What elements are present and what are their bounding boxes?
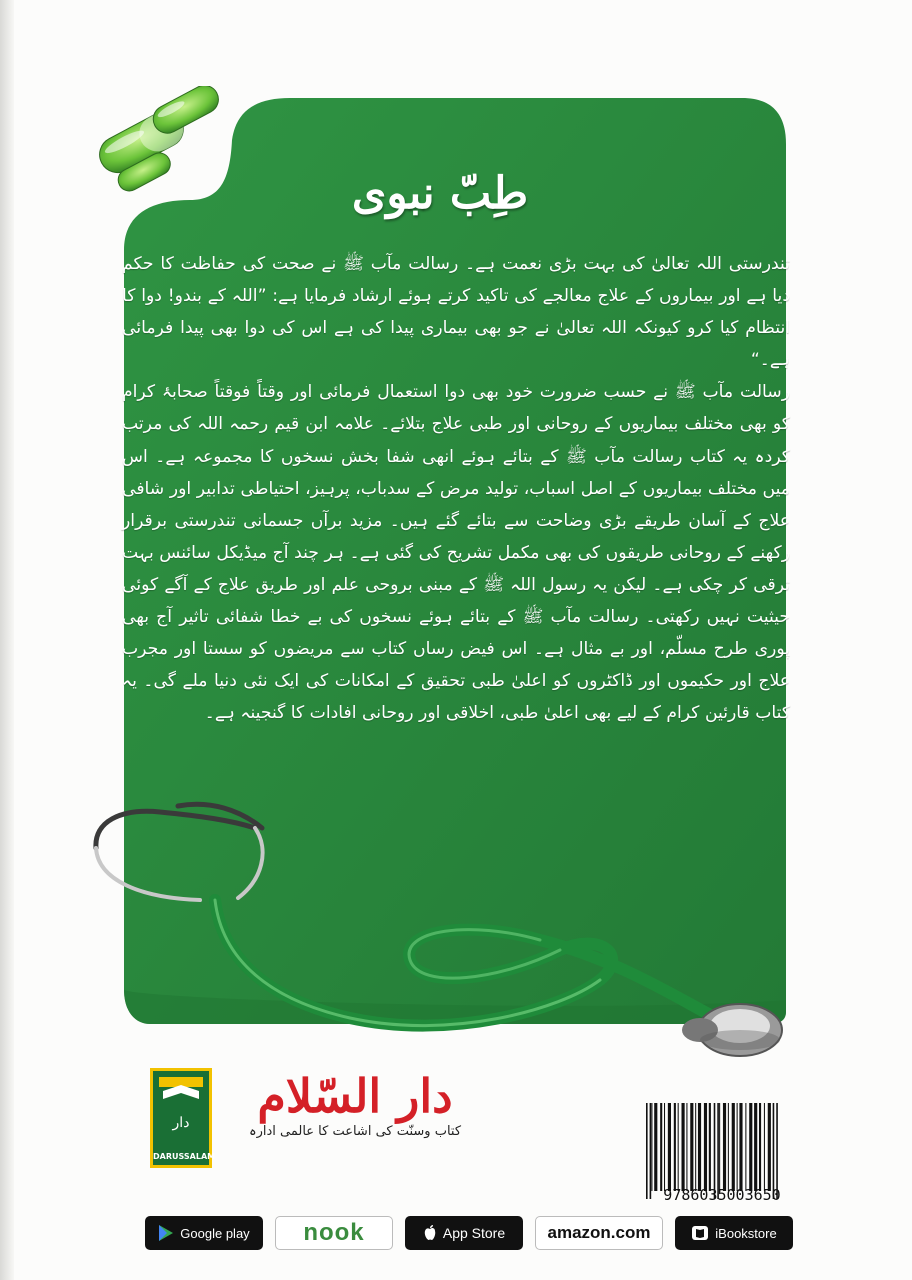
barcode-bar [654,1103,657,1191]
barcode-bar [714,1103,716,1199]
barcode-bar [745,1103,746,1191]
book-emblem-icon [153,1071,209,1141]
ibookstore-badge[interactable] [675,1216,793,1250]
barcode-bar [686,1103,687,1191]
barcode-bar [764,1103,765,1191]
barcode-bar [768,1103,771,1191]
nook-label: nook [303,1219,365,1246]
barcode-bar [651,1103,652,1191]
paragraph: تندرستی اللہ تعالیٰ کی بہت بڑی نعمت ہے۔ رسالت مآب ﷺ نے صحت کی حفاظت کا حکم دیا ہے اور بیماروں کے علاج معالجے کی تاکید کرتے ہوئے ارشاد فرمایا ہے: ”اللہ کے بندو! دوا کا انتظام کیا کرو کیونکہ اللہ تعالیٰ نے جو بھی بیماری پیدا کی ہے اس کی دوا بھی پیدا فرمائی ہے۔“ [122,254,790,371]
book-icon [691,1225,709,1241]
nook-badge[interactable] [275,1216,393,1250]
barcode-bar [728,1103,729,1191]
paragraph: رسالت مآب ﷺ نے حسب ضرورت خود بھی دوا استعمال فرمائی اور وقتاً فوقتاً صحابۂ کرام کو بھی مختلف بیماریوں کے روحانی اور طبی علاج بتلائے۔ علامہ ابن قیم رحمہ اللہ کی مرتب کردہ یہ کتاب رسالت مآب ﷺ کے بتائے ہوئے انھی شفا بخش نسخوں کا مجموعہ ہے۔ اس میں مختلف بیماریوں کے اصل اسباب، تولید مرض کے سدباب، پرہیز، احتیاطی تدابیر اور شافی علاج کے آسان طریقے بڑی وضاحت سے بتائے گئے ہیں۔ مزید برآں جسمانی تندرستی برقرار رکھنے کے روحانی طریقوں کی بھی مکمل تشریح کی گئی ہے۔ ہر چند آج میڈیکل سائنس بہت ترقی کر چکی ہے۔ لیکن یہ رسول اللہ ﷺ کے مبنی بروحی علم اور طریق علاج کے آگے کوئی حیثیت نہیں رکھتی۔ رسالت مآب ﷺ کے بتائے ہوئے نسخوں کی بے خطا شفائی تاثیر آج بھی پوری طرح مسلّم، اور بے مثال ہے۔ اس فیض رساں کتاب سے مریضوں کو سستا اور مجرب علاج اور حکیموں اور ڈاکٹروں کو اعلیٰ طبی تحقیق کے امکانات کی ایک نئی دنیا ملے گی۔ یہ کتاب قارئین کرام کے لیے بھی اعلیٰ طبی، اخلاقی اور روحانی افادات کا گنجینہ ہے۔ [122,382,790,724]
barcode-bar [776,1103,778,1199]
barcode-bar [646,1103,648,1199]
apple-icon [423,1225,437,1241]
barcode-bar [759,1103,761,1191]
darussalam-logo [150,1068,216,1168]
barcode-bar [664,1103,665,1191]
barcode-bar [739,1103,742,1191]
isbn-number: 9786035003650 [663,1186,781,1204]
publisher-name: دار السّلام [257,1069,453,1123]
amazon-label: amazon.com [547,1223,651,1242]
barcode-bar [682,1103,685,1191]
store-badges [145,1216,795,1250]
ibookstore-label: iBookstore [715,1225,777,1241]
barcode-bar [732,1103,735,1191]
play-icon [158,1224,174,1242]
barcode-bar [719,1103,720,1191]
google-play-label: Google play [180,1225,250,1241]
barcode-bar [704,1103,707,1191]
app-store-label: App Store [442,1225,506,1241]
barcode-bar [698,1103,701,1191]
barcode-bar [723,1103,726,1191]
barcode-bar [773,1103,775,1199]
barcode-bar [709,1103,711,1191]
barcode-bar [754,1103,757,1191]
barcode-bar [695,1103,696,1191]
barcode-bar [749,1103,752,1191]
barcode-bar [678,1103,679,1191]
barcode-bar [737,1103,738,1191]
barcode-bar [668,1103,671,1191]
app-store-badge[interactable] [405,1216,523,1250]
barcode-bar [690,1103,693,1191]
barcode-bar [660,1103,662,1191]
barcode-bar [717,1103,719,1199]
publisher-block [240,1070,470,1139]
google-play-badge[interactable] [145,1216,263,1250]
publisher-tagline: کتاب وسنّت کی اشاعت کا عالمی ادارہ [248,1124,462,1139]
barcode-bar [650,1103,652,1199]
book-title: طِبّ نبوی [351,168,529,219]
logo-caption: DARUSSALAM [153,1152,216,1161]
barcode-bar [674,1103,676,1191]
amazon-badge[interactable] [535,1216,663,1250]
svg-text:دار: دار [172,1115,190,1131]
